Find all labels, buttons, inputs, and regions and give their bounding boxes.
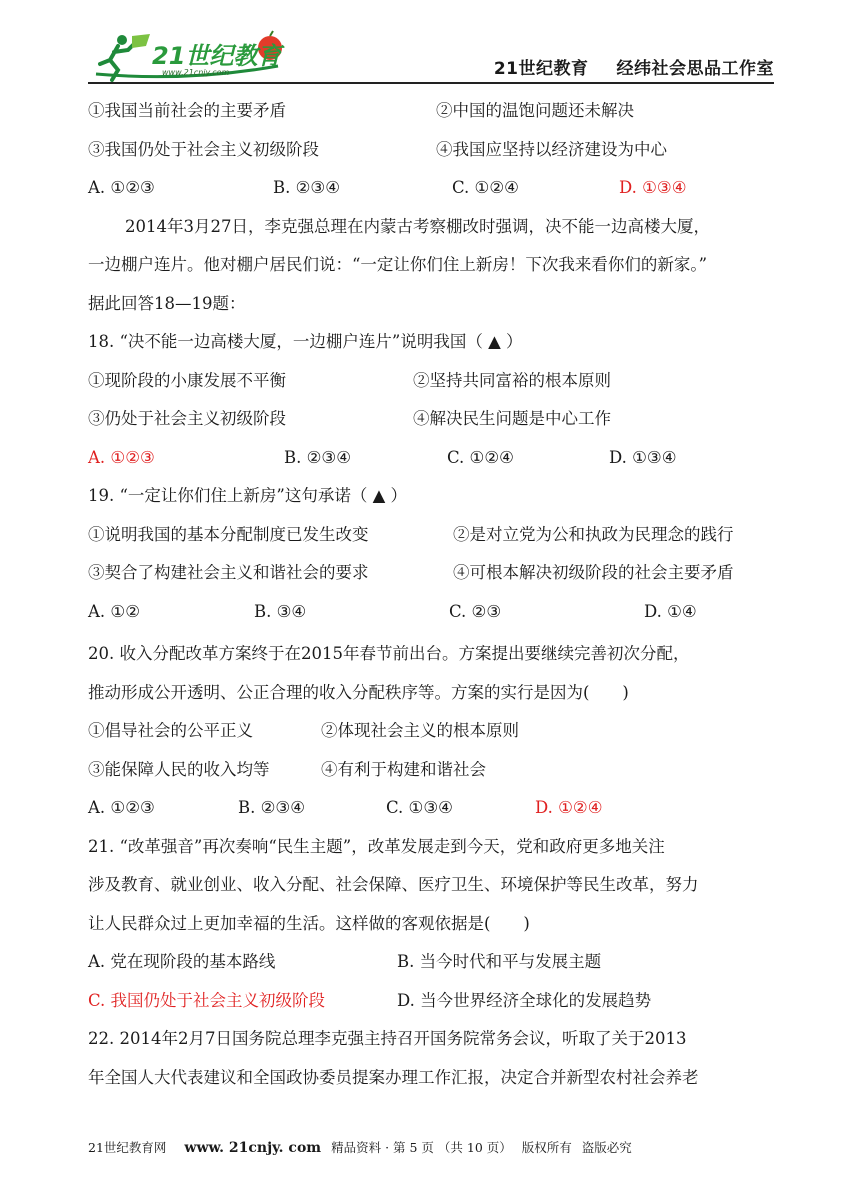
- svg-text:www.21cnjy.com: www.21cnjy.com: [162, 68, 230, 77]
- question-stem: 年全国人大代表建议和全国政协委员提案办理工作汇报，决定合并新型农村社会养老: [88, 1067, 699, 1087]
- option-c: C. ②③: [449, 601, 502, 621]
- statement: ③仍处于社会主义初级阶段: [88, 409, 286, 428]
- statement: ②体现社会主义的根本原则: [321, 721, 519, 740]
- document-body: [88, 92, 778, 1097]
- material-paragraph: 2014年3月27日，李克强总理在内蒙古考察棚改时强调，决不能一边高楼大厦，: [125, 216, 710, 236]
- statement-row: [88, 362, 778, 401]
- options-row: [88, 439, 778, 478]
- material-paragraph: 据此回答18—19题：: [88, 293, 246, 313]
- question-stem: 20. 收入分配改革方案终于在2015年春节前出台。方案提出要继续完善初次分配，: [88, 644, 690, 663]
- option-d: D. 当今世界经济全球化的发展趋势: [397, 990, 652, 1010]
- statement: ①现阶段的小康发展不平衡: [88, 370, 286, 390]
- statement: ③契合了构建社会主义和谐社会的要求: [88, 563, 369, 582]
- question-stem: 22. 2014年2月7日国务院总理李克强主持召开国务院常务会议，听取了关于2013: [88, 1029, 687, 1048]
- option-a: A. ①②③: [88, 178, 155, 197]
- statement: ④可根本解决初级阶段的社会主要矛盾: [453, 563, 734, 582]
- option-c: C. ①②④: [447, 447, 514, 467]
- statement: ③我国仍处于社会主义初级阶段: [88, 139, 319, 159]
- statement: ②中国的温饱问题还未解决: [436, 101, 634, 120]
- statement: ①我国当前社会的主要矛盾: [88, 101, 286, 120]
- option-b: B. ②③④: [238, 798, 305, 817]
- question-stem: 让人民群众过上更加幸福的生活。这样做的客观依据是( ): [88, 913, 530, 933]
- option-d-answer: D. ①②④: [535, 798, 603, 817]
- page-header: [88, 30, 774, 84]
- question-stem: 涉及教育、就业创业、收入分配、社会保障、医疗卫生、环境保护等民生改革，努力: [88, 875, 699, 894]
- footer-url[interactable]: www. 21cnjy. com: [184, 1140, 322, 1156]
- svg-text:21世纪教育: 21世纪教育: [152, 42, 282, 70]
- option-d: D. ①③④: [609, 447, 677, 467]
- statement-row: [88, 92, 778, 131]
- page-footer: [88, 1138, 632, 1156]
- statement: ②是对立党为公和执政为民理念的践行: [453, 524, 734, 544]
- option-a-answer: A. ①②③: [88, 447, 155, 467]
- footer-piracy: 盗版必究: [581, 1140, 632, 1155]
- logo-21cnjy: [88, 30, 288, 82]
- options-row: [88, 982, 778, 1021]
- statement-row: [88, 516, 778, 555]
- footer-page-info: 精品资料 · 第 5 页 （共 10 页）: [331, 1140, 512, 1155]
- statement: ④有利于构建和谐社会: [321, 759, 486, 779]
- options-row: [88, 593, 778, 632]
- statement-row: [88, 554, 778, 593]
- question-stem: 19. “一定让你们住上新房”这句承诺（ ▲ ）: [88, 486, 408, 505]
- statement: ①说明我国的基本分配制度已发生改变: [88, 524, 369, 544]
- statement-row: [88, 712, 778, 751]
- option-b: B. 当今时代和平与发展主题: [397, 952, 602, 971]
- option-d: D. ①④: [644, 601, 697, 621]
- option-d-answer: D. ①③④: [619, 178, 687, 197]
- options-row: [88, 789, 778, 828]
- statement: ④解决民生问题是中心工作: [413, 409, 611, 428]
- footer-site: 21世纪教育网: [88, 1140, 167, 1155]
- option-c: C. ①③④: [386, 798, 453, 817]
- option-a: A. 党在现阶段的基本路线: [88, 952, 276, 971]
- header-divider: [88, 82, 774, 84]
- option-c-answer: C. 我国仍处于社会主义初级阶段: [88, 990, 326, 1010]
- header-studio: 经纬社会思品工作室: [616, 59, 774, 79]
- footer-rights: 版权所有: [521, 1140, 572, 1155]
- statement-row: [88, 131, 778, 170]
- header-org: 21世纪教育: [493, 59, 589, 79]
- options-row: [88, 943, 778, 982]
- options-row: [88, 169, 778, 208]
- question-stem: 18. “决不能一边高楼大厦，一边棚户连片”说明我国（ ▲ ）: [88, 332, 523, 351]
- statement: ①倡导社会的公平正义: [88, 721, 253, 740]
- header-title: [494, 54, 774, 79]
- question-stem: 推动形成公开透明、公正合理的收入分配秩序等。方案的实行是因为( ): [88, 682, 629, 702]
- material-paragraph: 一边棚户连片。他对棚户居民们说：“一定让你们住上新房！下次我来看你们的新家。”: [88, 255, 708, 274]
- question-stem: 21. “改革强音”再次奏响“民生主题”，改革发展走到今天，党和政府更多地关注: [88, 836, 665, 856]
- option-a: A. ①②③: [88, 798, 155, 817]
- statement: ②坚持共同富裕的根本原则: [413, 370, 611, 390]
- option-b: B. ②③④: [284, 447, 351, 467]
- statement: ③能保障人民的收入均等: [88, 759, 270, 779]
- statement-row: [88, 400, 778, 439]
- statement: ④我国应坚持以经济建设为中心: [436, 139, 667, 159]
- option-b: B. ②③④: [273, 178, 340, 197]
- option-c: C. ①②④: [452, 178, 519, 197]
- option-b: B. ③④: [254, 601, 307, 621]
- statement-row: [88, 751, 778, 790]
- option-a: A. ①②: [88, 601, 140, 621]
